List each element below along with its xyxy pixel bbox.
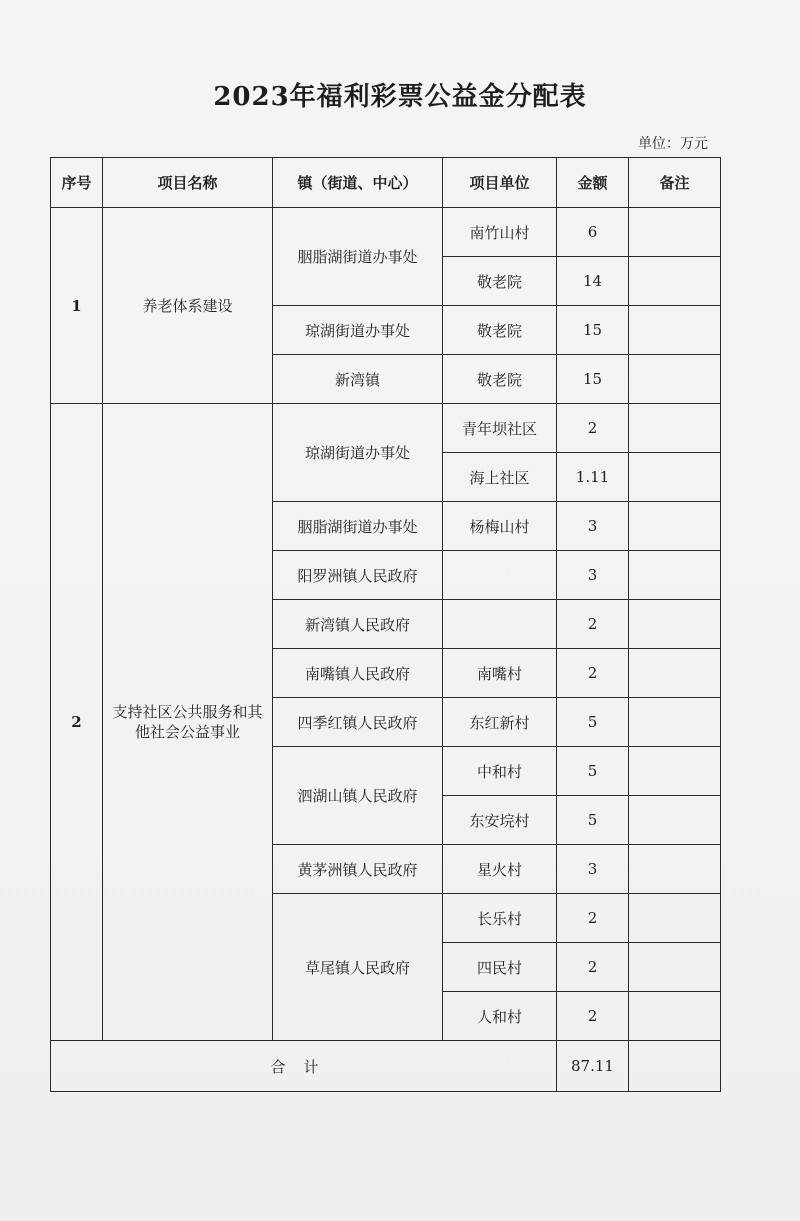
cell-amount: 2 [557,943,629,992]
cell-amount: 3 [557,551,629,600]
cell-remark [629,355,721,404]
cell-amount: 5 [557,796,629,845]
header-unit: 项目单位 [443,158,557,208]
cell-amount: 14 [557,257,629,306]
page-title: 2023年福利彩票公益金分配表 [213,82,587,112]
cell-amount: 2 [557,649,629,698]
cell-town: 泗湖山镇人民政府 [273,747,443,845]
cell-unit: 中和村 [443,747,557,796]
header-project: 项目名称 [103,158,273,208]
cell-town: 胭脂湖街道办事处 [273,502,443,551]
cell-amount: 3 [557,502,629,551]
cell-town: 黄茅洲镇人民政府 [273,845,443,894]
cell-remark [629,600,721,649]
cell-unit: 杨梅山村 [443,502,557,551]
cell-remark [629,747,721,796]
total-row [51,1041,721,1092]
cell-remark [629,453,721,502]
cell-project: 养老体系建设 [103,208,273,404]
cell-remark [629,208,721,257]
cell-town: 琼湖街道办事处 [273,404,443,502]
table-row [51,404,721,453]
cell-unit: 南嘴村 [443,649,557,698]
cell-unit: 敬老院 [443,257,557,306]
cell-unit: 四民村 [443,943,557,992]
cell-remark [629,894,721,943]
cell-amount: 15 [557,306,629,355]
table-header-row [51,158,721,208]
cell-remark [629,404,721,453]
cell-amount: 2 [557,404,629,453]
cell-town: 新湾镇人民政府 [273,600,443,649]
cell-unit: 星火村 [443,845,557,894]
cell-town: 琼湖街道办事处 [273,306,443,355]
cell-project: 支持社区公共服务和其他社会公益事业 [103,404,273,1041]
cell-town: 阳罗洲镇人民政府 [273,551,443,600]
header-amount: 金额 [557,158,629,208]
cell-unit: 长乐村 [443,894,557,943]
table-row [51,208,721,257]
cell-unit: 南竹山村 [443,208,557,257]
cell-seq: 1 [51,208,103,404]
cell-amount: 3 [557,845,629,894]
cell-remark [629,698,721,747]
cell-unit [443,551,557,600]
cell-remark [629,845,721,894]
cell-unit: 青年坝社区 [443,404,557,453]
total-label: 合计 [51,1041,557,1092]
total-amount: 87.11 [557,1041,629,1092]
cell-amount: 5 [557,698,629,747]
cell-remark [629,257,721,306]
cell-remark [629,306,721,355]
cell-unit [443,600,557,649]
unit-note: 单位：万元 [638,136,708,152]
cell-unit: 敬老院 [443,355,557,404]
cell-remark [629,649,721,698]
cell-unit: 敬老院 [443,306,557,355]
cell-amount: 5 [557,747,629,796]
header-seq: 序号 [51,158,103,208]
cell-town: 新湾镇 [273,355,443,404]
total-remark [629,1041,721,1092]
cell-town: 南嘴镇人民政府 [273,649,443,698]
cell-remark [629,992,721,1041]
cell-amount: 1.11 [557,453,629,502]
cell-town: 胭脂湖街道办事处 [273,208,443,306]
cell-unit: 东红新村 [443,698,557,747]
cell-unit: 人和村 [443,992,557,1041]
header-remark: 备注 [629,158,721,208]
allocation-table [50,157,721,1092]
cell-town: 草尾镇人民政府 [273,894,443,1041]
cell-amount: 15 [557,355,629,404]
cell-remark [629,502,721,551]
cell-remark [629,551,721,600]
cell-amount: 2 [557,894,629,943]
cell-seq: 2 [51,404,103,1041]
cell-remark [629,796,721,845]
cell-amount: 6 [557,208,629,257]
cell-unit: 东安垸村 [443,796,557,845]
cell-amount: 2 [557,600,629,649]
cell-remark [629,943,721,992]
cell-unit: 海上社区 [443,453,557,502]
header-town: 镇（街道、中心） [273,158,443,208]
cell-amount: 2 [557,992,629,1041]
cell-town: 四季红镇人民政府 [273,698,443,747]
